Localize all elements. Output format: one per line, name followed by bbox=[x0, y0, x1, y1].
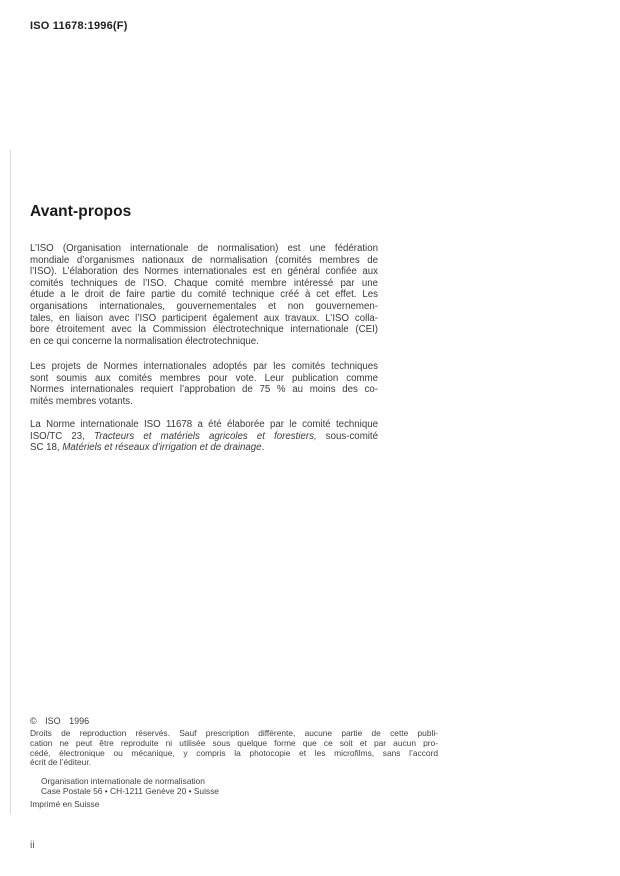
rights-notice: Droits de reproduction réservés. Sauf prescription différente, aucune partie de cette publi- cation ne peut être reproduite ni utilisée sous quelque forme que ce soit et par aucun pro- cédé, électronique ou mécanique, y compris la photocopie et les microfilms, sans l’accord écrit de l’éditeur. bbox=[30, 728, 438, 768]
foreword-paragraph-2: Les projets de Normes internationales adoptés par les comités techniques sont soumis aux comités membres pour vote. Leur publication comme Normes internationales requiert l’approbation de 75 % au moins des co- mités membres votants. bbox=[30, 361, 378, 407]
doc-reference: ISO 11678:1996(F) bbox=[30, 20, 128, 32]
page-number: ii bbox=[30, 839, 35, 851]
foreword-title: Avant-propos bbox=[30, 203, 132, 220]
left-margin-rule bbox=[10, 150, 11, 814]
copyright-line: © ISO 1996 bbox=[30, 716, 90, 726]
foreword-paragraph-3: La Norme internationale ISO 11678 a été élaborée par le comité technique ISO/TC 23, Tracteurs et matériels agricoles et forestiers, sous-comité SC 18, Matériels et réseaux d’irrigation et de drainage. bbox=[30, 419, 378, 454]
printed-in-notice: Imprimé en Suisse bbox=[30, 799, 100, 809]
publisher-block bbox=[41, 776, 219, 796]
foreword-paragraph-1: L’ISO (Organisation internationale de normalisation) est une fédération mondiale d’organismes nationaux de normalisation (comités membres de l’ISO). L’élaboration des Normes internationales est en général confiée aux comités techniques de l’ISO. Chaque comité membre intéressé par une étude a le droit de faire partie du comité technique créé à cet effet. Les organisations internationales, gouvernementales et non gouvernemen- tales, en liaison avec l’ISO participent également aux travaux. L’ISO colla- bore étroitement avec la Commission électrotechnique internationale (CEI) en ce qui concerne la normalisation électrotechnique. bbox=[30, 243, 378, 347]
publisher-name: Organisation internationale de normalisation bbox=[41, 776, 205, 786]
publisher-address: Case Postale 56 • CH-1211 Genève 20 • Suisse bbox=[41, 786, 219, 796]
